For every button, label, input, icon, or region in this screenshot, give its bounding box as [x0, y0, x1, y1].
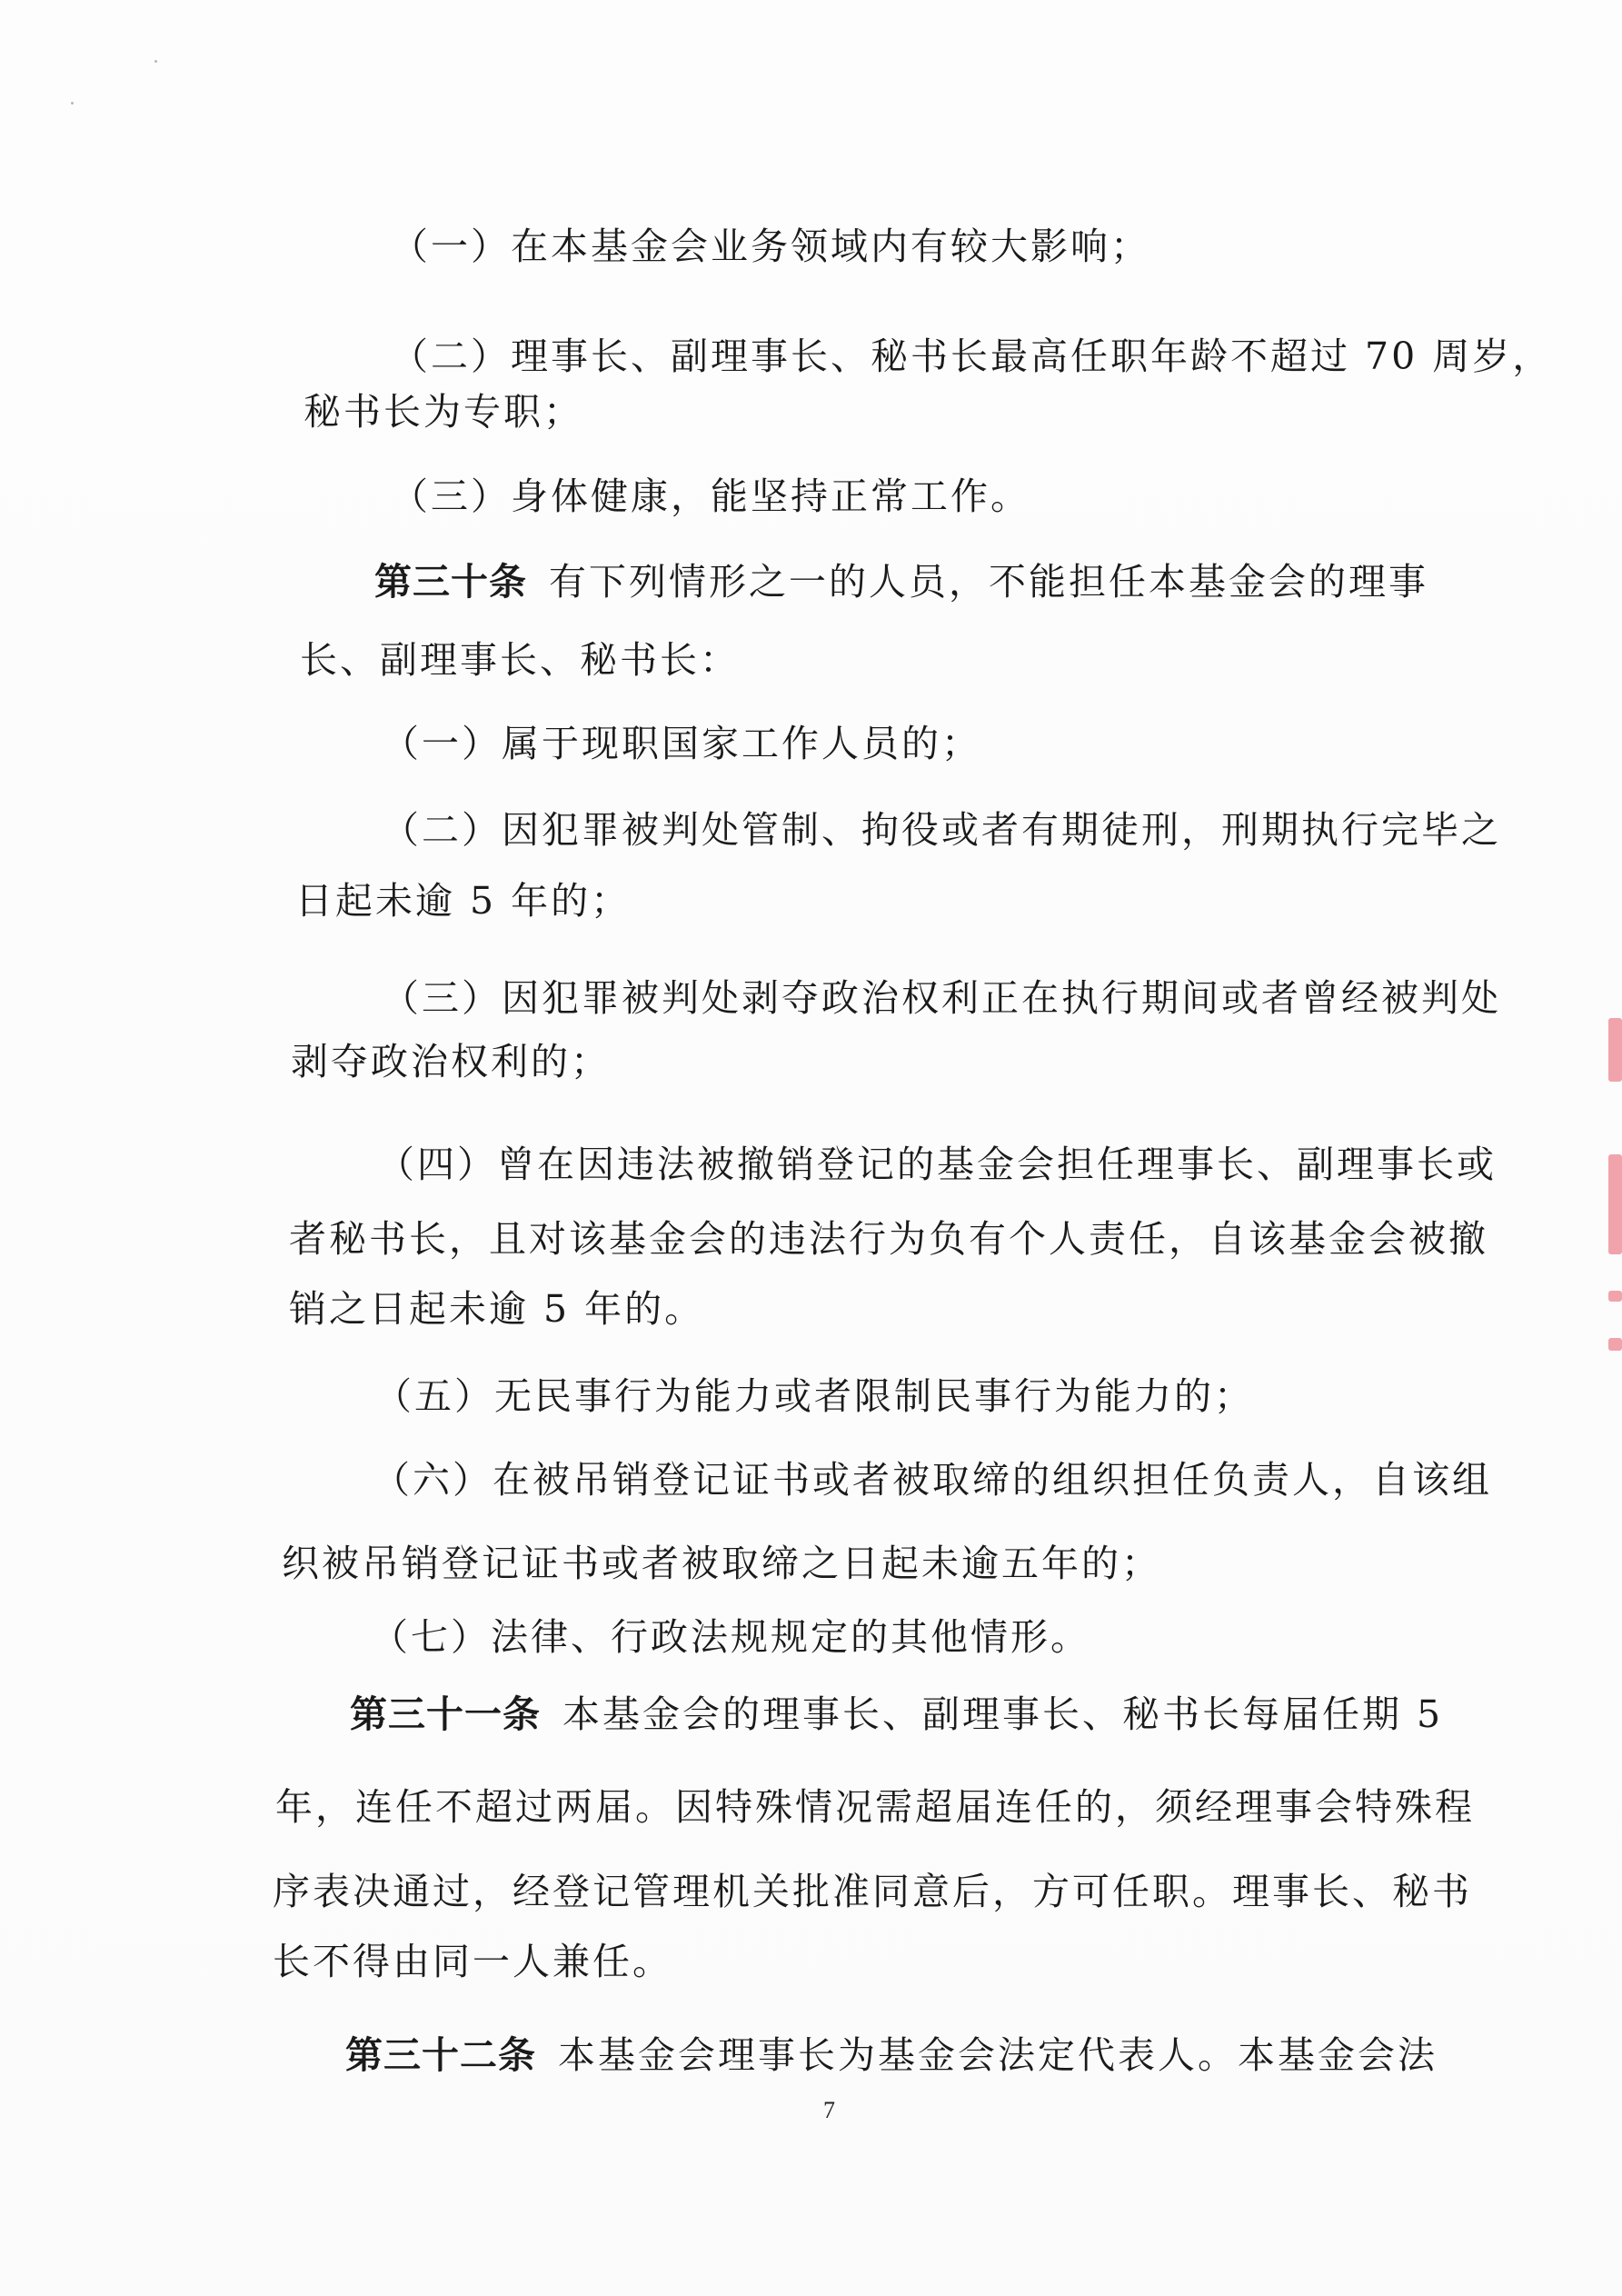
text-line: （二）理事长、副理事长、秘书长最高任职年龄不超过 70 周岁， [391, 334, 1553, 378]
text-line: （一）在本基金会业务领域内有较大影响； [391, 225, 1150, 268]
text-line: 序表决通过，经登记管理机关批准同意后，方可任职。理事长、秘书 [273, 1870, 1472, 1913]
text-line: （六）在被吊销登记证书或者被取缔的组织担任负责人，自该组 [373, 1458, 1492, 1502]
article-heading: 第三十一条 [350, 1692, 541, 1736]
page-number: 7 [823, 2097, 835, 2123]
text-line: （三）身体健康，能坚持正常工作。 [391, 474, 1030, 518]
article-text: 有下列情形之一的人员，不能担任本基金会的理事 [549, 560, 1428, 604]
text-line: 秘书长为专职； [304, 390, 583, 434]
scan-speck [154, 60, 157, 63]
seal-stroke [1608, 1154, 1622, 1254]
text-line: 长不得由同一人兼任。 [273, 1940, 672, 1983]
text-line: 日起未逾 5 年的； [295, 879, 632, 923]
article-line [345, 2030, 1438, 2081]
article-heading: 第三十二条 [345, 2033, 536, 2077]
seal-stroke [1608, 1291, 1622, 1302]
text-line: （五）无民事行为能力或者限制民事行为能力的； [374, 1374, 1254, 1418]
scan-speck [71, 102, 74, 105]
seal-stroke [1608, 1338, 1622, 1351]
text-line: （三）因犯罪被判处剥夺政治权利正在执行期间或者曾经被判处 [382, 976, 1501, 1020]
text-line: （四）曾在因违法被撤销登记的基金会担任理事长、副理事长或 [377, 1143, 1497, 1186]
text-line: （二）因犯罪被判处管制、拘役或者有期徒刑，刑期执行完毕之 [382, 808, 1501, 852]
text-line: （一）属于现职国家工作人员的； [382, 722, 981, 765]
article-line [350, 1689, 1443, 1740]
text-line: 销之日起未逾 5 年的。 [289, 1287, 705, 1331]
text-line: 剥夺政治权利的； [291, 1040, 611, 1083]
article-line [374, 556, 1428, 607]
article-text: 本基金会的理事长、副理事长、秘书长每届任期 5 [562, 1692, 1444, 1736]
seal-stroke [1608, 1018, 1622, 1082]
red-seal-fragment [1607, 1018, 1622, 1354]
article-text: 本基金会理事长为基金会法定代表人。本基金会法 [558, 2033, 1438, 2077]
text-line: 织被吊销登记证书或者被取缔之日起未逾五年的； [282, 1542, 1161, 1585]
article-heading: 第三十条 [374, 560, 527, 604]
text-line: 者秘书长，且对该基金会的违法行为负有个人责任，自该基金会被撤 [289, 1217, 1488, 1261]
text-line: 长、副理事长、秘书长： [300, 638, 740, 682]
text-line: 年，连任不超过两届。因特殊情况需超届连任的，须经理事会特殊程 [275, 1785, 1475, 1829]
text-line: （七）法律、行政法规规定的其他情形。 [371, 1615, 1090, 1659]
